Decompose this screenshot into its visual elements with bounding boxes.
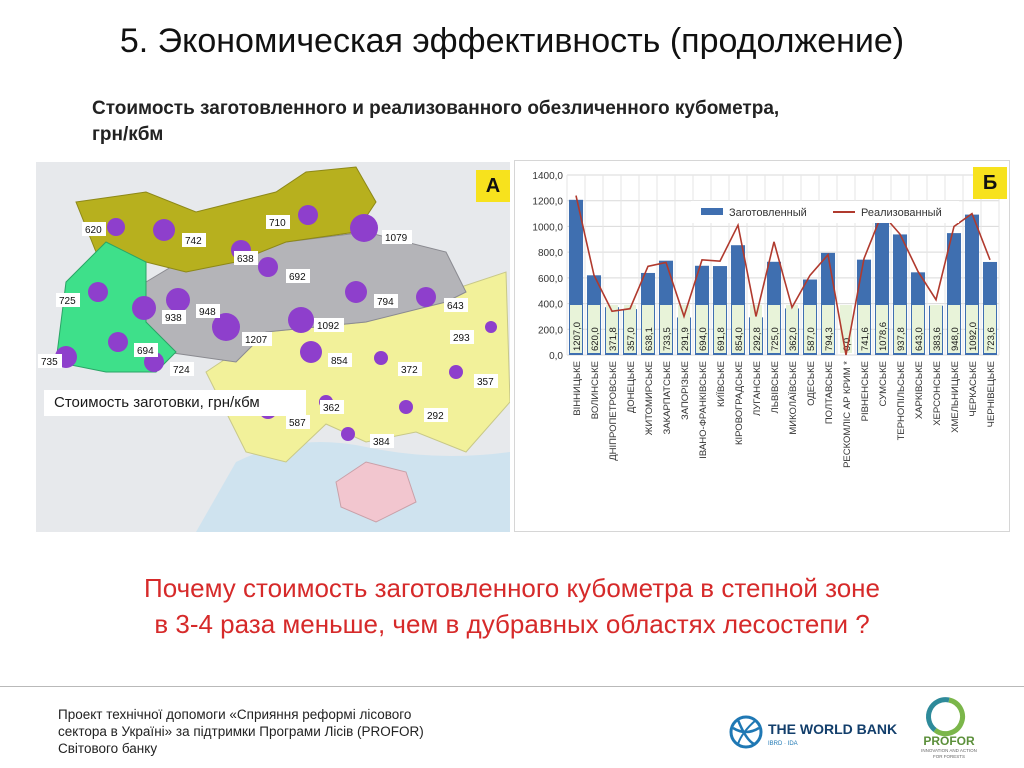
map-label-14: 735 (41, 357, 58, 368)
question-line-1: Почему стоимость заготовленного кубометра в степной зоне (144, 573, 880, 603)
map-label-13: 293 (453, 333, 470, 344)
value-label: 643,0 (914, 327, 925, 351)
map-label-10: 643 (447, 301, 464, 312)
value-label: 1092,0 (968, 321, 979, 351)
y-tick-label: 600,0 (537, 273, 563, 285)
map-label-11: 1207 (245, 335, 268, 346)
value-label: 741,6 (860, 327, 871, 351)
map-label-18: 372 (401, 365, 418, 376)
map-label-23: 384 (373, 437, 390, 448)
profor-logo (914, 696, 984, 762)
value-label: 948,0 (950, 327, 961, 351)
map-label-0: 620 (85, 225, 102, 236)
value-label: 620,0 (590, 327, 601, 351)
map-label-12: 1092 (317, 321, 340, 332)
x-tick-label: ДОНЕЦЬКЕ (626, 361, 637, 414)
bar-chart-svg (515, 161, 1009, 531)
subtitle-line-2: грн/кбм (92, 124, 164, 145)
map-label-8: 692 (289, 272, 306, 283)
x-tick-label: ОДЕСЬКЕ (806, 361, 817, 406)
footer-divider (0, 686, 1024, 687)
profor-leaf-icon (914, 696, 984, 762)
value-label: 691,8 (716, 327, 727, 351)
map-label-6: 938 (165, 313, 182, 324)
map-label-21: 292 (427, 411, 444, 422)
x-tick-label: ВІННИЦЬКЕ (572, 361, 583, 416)
map-label-9: 794 (377, 297, 394, 308)
x-tick-label: КІРОВОГРАДСЬКЕ (734, 361, 745, 445)
map-label-2: 638 (237, 254, 254, 265)
chart-tag-b: Б (973, 167, 1007, 199)
value-label: 725,0 (770, 327, 781, 351)
y-tick-label: 1400,0 (532, 171, 563, 182)
x-tick-label: ЛУГАНСЬКЕ (752, 361, 763, 416)
value-label: 733,5 (662, 327, 673, 351)
world-bank-label: THE WORLD BANK (768, 721, 898, 737)
world-bank-sub: IBRD · IDA (768, 741, 798, 747)
x-tick-label: РІВНЕНСЬКЕ (860, 361, 871, 422)
value-label: 723,6 (986, 327, 997, 351)
map-label-7: 948 (199, 307, 216, 318)
value-label: 292,8 (752, 327, 763, 351)
subtitle-line-1: Стоимость заготовленного и реализованного обезличенного кубометра, (92, 98, 780, 119)
x-tick-label: ВОЛИНСЬКЕ (590, 361, 601, 420)
value-label: 291,9 (680, 327, 691, 351)
value-label: 357,0 (626, 327, 637, 351)
profor-sub-2: FOR FORESTS (932, 754, 966, 759)
map-label-3: 710 (269, 218, 286, 229)
map-label-16: 724 (173, 365, 190, 376)
footer-line-3: Світового банку (58, 741, 158, 756)
value-label: 694,0 (698, 327, 709, 351)
legend-label-line: Реализованный (861, 207, 942, 219)
map-label-17: 854 (331, 356, 348, 367)
value-label: 371,8 (608, 327, 619, 351)
y-tick-label: 800,0 (537, 248, 563, 260)
map-label-19: 357 (477, 377, 494, 388)
value-label: 362,0 (788, 327, 799, 351)
map-tag-a: А (476, 170, 510, 202)
chart-subtitle (92, 96, 952, 148)
map-label-22: 587 (289, 418, 306, 429)
x-tick-label: ТЕРНОПІЛЬСЬКЕ (896, 361, 907, 441)
question-text (0, 570, 1024, 642)
map-label-15: 694 (137, 346, 154, 357)
x-tick-label: ХАРКІВСЬКЕ (914, 361, 925, 420)
map-label-4: 1079 (385, 233, 408, 244)
x-tick-label: ЗАПОРІЗЬКЕ (680, 361, 691, 421)
value-label: 587,0 (806, 327, 817, 351)
world-bank-globe-icon (728, 714, 908, 754)
y-tick-label: 400,0 (537, 299, 563, 311)
legend-label-bar: Заготовленный (729, 207, 807, 219)
y-tick-label: 0,0 (549, 351, 563, 362)
footer-text (58, 706, 498, 757)
value-label: 383,6 (932, 327, 943, 351)
profor-label: PROFOR (923, 734, 975, 748)
legend-swatch-bar (701, 208, 723, 215)
y-tick-label: 1000,0 (532, 222, 563, 234)
value-label: 937,8 (896, 327, 907, 351)
value-label: 794,3 (824, 327, 835, 351)
value-label: 854,0 (734, 327, 745, 351)
map-label-20: 362 (323, 403, 340, 414)
y-tick-label: 1200,0 (532, 196, 563, 208)
profor-sub-1: INNOVATION AND ACTION (921, 748, 977, 753)
slide-title: 5. Экономическая эффективность (продолжение) (119, 22, 905, 60)
x-tick-label: ХМЕЛЬНИЦЬКЕ (950, 361, 961, 433)
value-label: 638,1 (644, 327, 655, 351)
map-label-5: 725 (59, 296, 76, 307)
x-tick-label: ЧЕРНІВЕЦЬКЕ (986, 361, 997, 428)
y-tick-label: 200,0 (537, 325, 563, 337)
footer-line-2: сектора в Україні» за підтримки Програми Лісів (PROFOR) (58, 724, 424, 739)
x-tick-label: ПОЛТАВСЬКЕ (824, 361, 835, 425)
footer-line-1: Проект технічної допомоги «Сприяння реформі лісового (58, 707, 412, 722)
map-svg (36, 162, 510, 532)
value-label: 1078,6 (878, 321, 889, 351)
world-bank-logo (728, 714, 908, 754)
x-tick-label: ДНІПРОПЕТРОВСЬКЕ (608, 361, 619, 461)
value-label: 0,0 (842, 337, 853, 351)
x-tick-label: ЖИТОМИРСЬКЕ (644, 361, 655, 436)
x-tick-label: КИЇВСЬКЕ (716, 361, 727, 407)
x-tick-label: РЕСКОМЛІС АР КРИМ * (842, 361, 853, 468)
question-line-2: в 3-4 раза меньше, чем в дубравных областях лесостепи ? (154, 609, 870, 639)
x-tick-label: ЛЬВІВСЬКЕ (770, 361, 781, 414)
x-tick-label: ЗАКАРПАТСЬКЕ (662, 361, 673, 435)
x-tick-label: ХЕРСОНСЬКЕ (932, 361, 943, 426)
bar-chart-panel (514, 160, 1010, 532)
value-label: 1207,0 (572, 321, 583, 351)
x-tick-label: МИКОЛАЇВСЬКЕ (788, 361, 799, 435)
map-legend: Стоимость заготовки, грн/кбм (44, 390, 306, 416)
ukraine-map (36, 162, 510, 532)
x-tick-label: ЧЕРКАСЬКЕ (968, 361, 979, 417)
x-tick-label: ІВАНО-ФРАНКІВСЬКЕ (698, 361, 709, 459)
x-tick-label: СУМСЬКЕ (878, 361, 889, 407)
map-label-1: 742 (185, 236, 202, 247)
